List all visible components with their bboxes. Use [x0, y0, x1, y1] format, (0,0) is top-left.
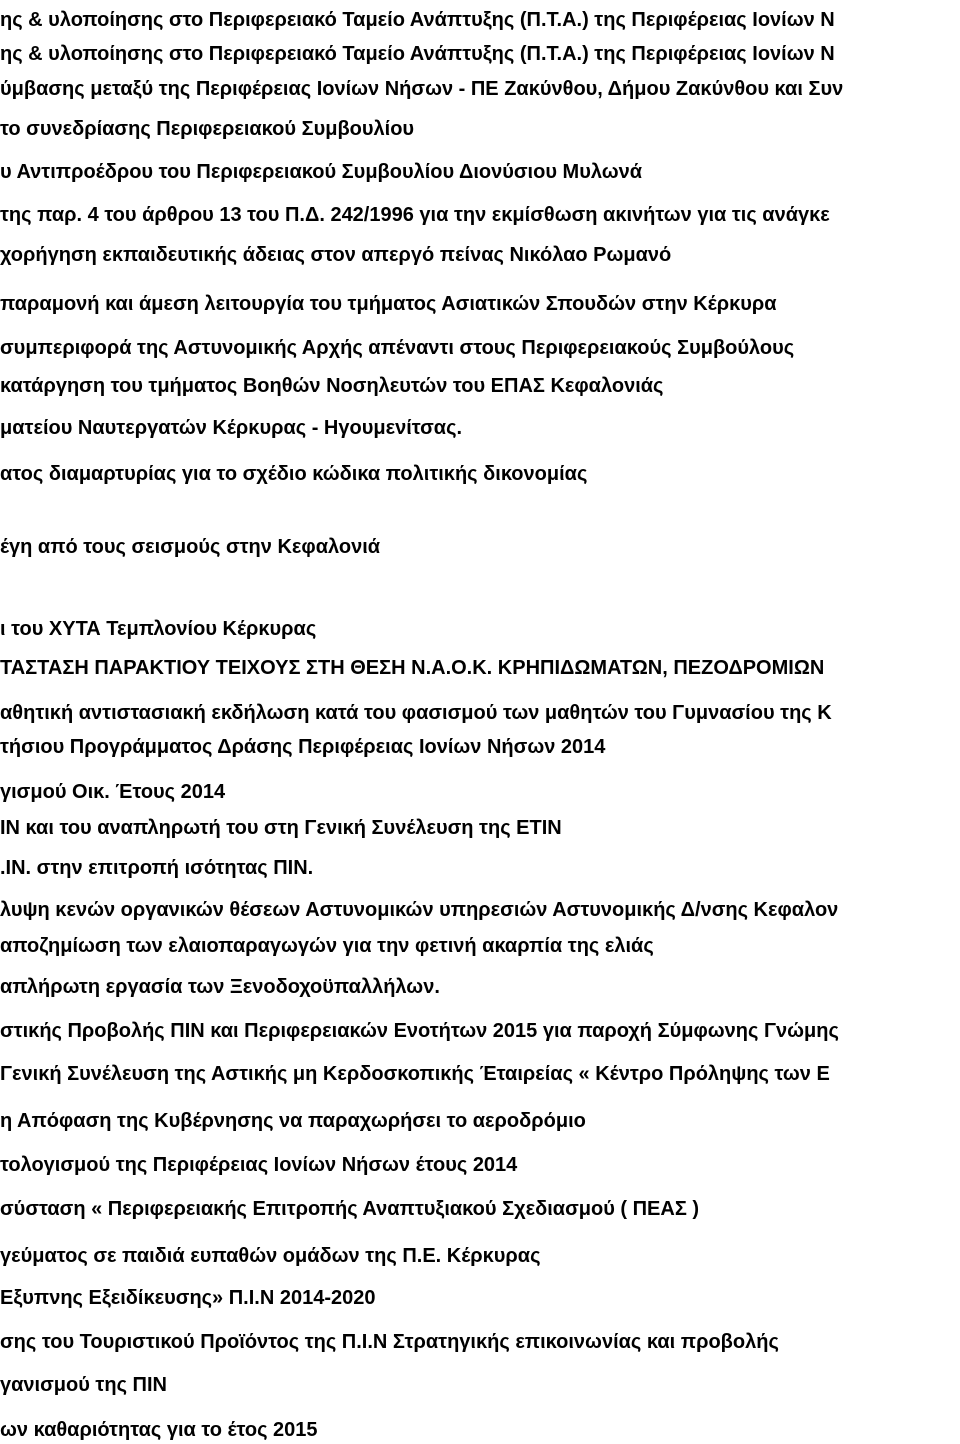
text-line: λυψη κενών οργανικών θέσεων Αστυνομικών υπηρεσιών Αστυνομικής Δ/νσης Κεφαλον	[0, 899, 839, 921]
text-line: κατάργηση του τμήματος Βοηθών Νοσηλευτών του ΕΠΑΣ Κεφαλονιάς	[0, 375, 664, 397]
text-line: αποζημίωση των ελαιοπαραγωγών για την φετινή ακαρπία της ελιάς	[0, 935, 654, 957]
text-line: ων καθαριότητας για το έτος 2015	[0, 1419, 318, 1441]
text-line: συμπεριφορά της Αστυνομικής Αρχής απέναντι στους Περιφερειακούς Συμβούλους	[0, 337, 795, 359]
text-line: Γενική Συνέλευση της Αστικής μη Κερδοσκοπικής Έταιρείας « Κέντρο Πρόληψης των Ε	[0, 1063, 830, 1085]
text-line: .ΙΝ. στην επιτροπή ισότητας ΠΙΝ.	[0, 857, 314, 879]
text-line: Εξυπνης Εξειδίκευσης» Π.Ι.Ν 2014-2020	[0, 1287, 376, 1309]
text-line: ης & υλοποίησης στο Περιφερειακό Ταμείο Ανάπτυξης (Π.Τ.Α.) της Περιφέρειας Ιονίων Ν	[0, 43, 835, 65]
text-line: τήσιου Προγράμματος Δράσης Περιφέρειας Ιονίων Νήσων 2014	[0, 736, 606, 758]
text-line: γεύματος σε παιδιά ευπαθών ομάδων της Π.Ε. Κέρκυρας	[0, 1245, 541, 1267]
text-line: γισμού Οικ. Έτους 2014	[0, 781, 226, 803]
text-line: τολογισμού της Περιφέρειας Ιονίων Νήσων έτους 2014	[0, 1154, 518, 1176]
text-line: ατος διαμαρτυρίας για το σχέδιο κώδικα πολιτικής δικονομίας	[0, 463, 588, 485]
text-line: υ Αντιπροέδρου του Περιφερειακού Συμβουλίου Διονύσιου Μυλωνά	[0, 161, 643, 183]
text-line: της παρ. 4 του άρθρου 13 του Π.Δ. 242/1996 για την εκμίσθωση ακινήτων για τις ανάγκε	[0, 204, 830, 226]
text-line: ης & υλοποίησης στο Περιφερειακό Ταμείο Ανάπτυξης (Π.Τ.Α.) της Περιφέρειας Ιονίων Ν	[0, 9, 835, 31]
text-line: σύσταση « Περιφερειακής Επιτροπής Αναπτυξιακού Σχεδιασμού ( ΠΕΑΣ )	[0, 1198, 700, 1220]
text-line: σης του Τουριστικού Προϊόντος της Π.Ι.Ν Στρατηγικής επικοινωνίας και προβολής	[0, 1331, 779, 1353]
text-line: γανισμού της ΠΙΝ	[0, 1374, 167, 1396]
text-line: η Απόφαση της Κυβέρνησης να παραχωρήσει το αεροδρόμιο	[0, 1110, 586, 1132]
text-line: ματείου Ναυτεργατών Κέρκυρας - Ηγουμενίτσας.	[0, 417, 463, 439]
text-line: ΙΝ και του αναπληρωτή του στη Γενική Συνέλευση της ΕΤΙΝ	[0, 817, 562, 839]
text-line: έγη από τους σεισμούς στην Κεφαλονιά	[0, 536, 381, 558]
text-line: αθητική αντιστασιακή εκδήλωση κατά του φασισμού των μαθητών του Γυμνασίου της Κ	[0, 702, 832, 724]
text-line: παραμονή και άμεση λειτουργία του τμήματος Ασιατικών Σπουδών στην Κέρκυρα	[0, 293, 777, 315]
text-line: στικής Προβολής ΠΙΝ και Περιφερειακών Ενοτήτων 2015 για παροχή Σύμφωνης Γνώμης	[0, 1020, 839, 1042]
text-line: ύμβασης μεταξύ της Περιφέρειας Ιονίων Νήσων - ΠΕ Ζακύνθου, Δήμου Ζακύνθου και Συν	[0, 78, 844, 100]
text-line: ι του ΧΥΤΑ Τεμπλονίου Κέρκυρας	[0, 618, 317, 640]
text-line: χορήγηση εκπαιδευτικής άδειας στον απεργό πείνας Νικόλαο Ρωμανό	[0, 244, 672, 266]
text-line: απλήρωτη εργασία των Ξενοδοχοϋπαλλήλων.	[0, 976, 440, 998]
text-line: ΤΑΣΤΑΣΗ ΠΑΡΑΚΤΙΟΥ ΤΕΙΧΟΥΣ ΣΤΗ ΘΕΣΗ Ν.Α.Ο.Κ. ΚΡΗΠΙΔΩΜΑΤΩΝ, ΠΕΖΟΔΡΟΜΙΩΝ	[0, 657, 825, 679]
text-line: το συνεδρίασης Περιφερειακού Συμβουλίου	[0, 118, 415, 140]
